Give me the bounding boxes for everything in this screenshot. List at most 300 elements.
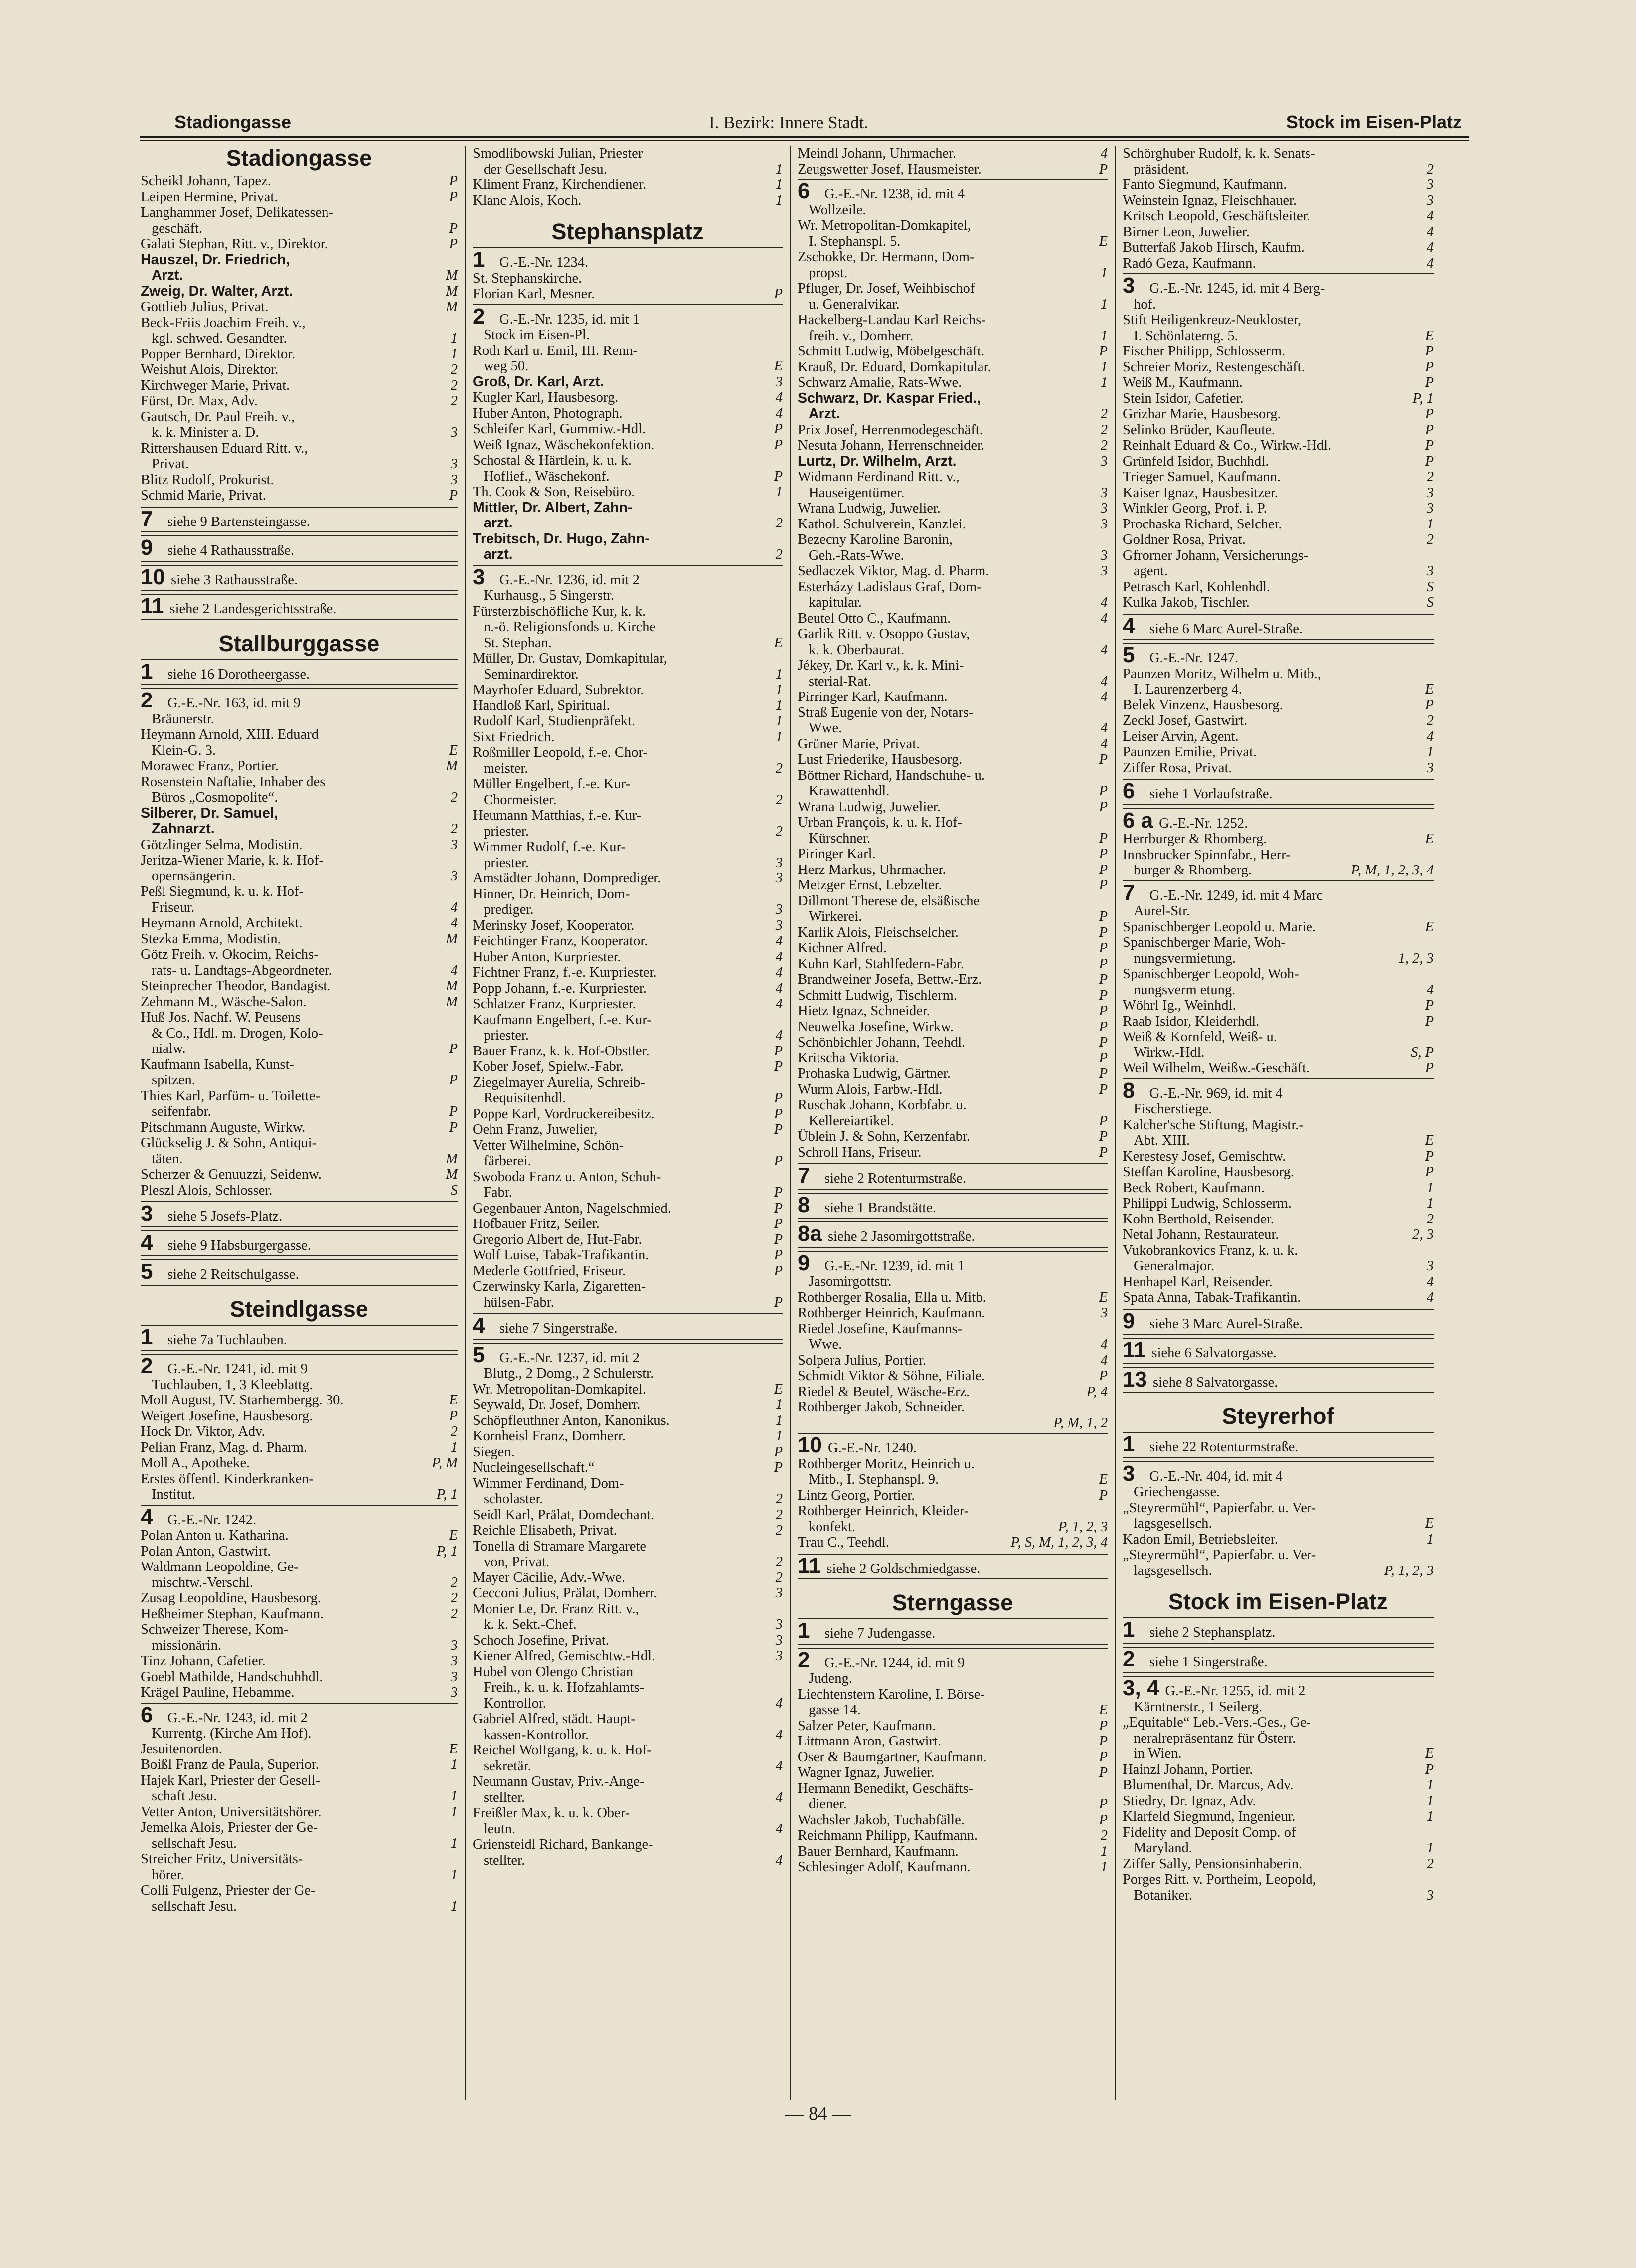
resident-text: Botaniker. xyxy=(1134,1887,1192,1903)
resident-line xyxy=(798,1828,1108,1844)
resident-line xyxy=(1123,146,1434,162)
resident-text: I. Stephanspl. 5. xyxy=(809,233,901,249)
floor-marker: 3 xyxy=(1100,485,1108,501)
resident-text: Belek Vinzenz, Hausbesorg. xyxy=(1123,697,1283,713)
resident-line xyxy=(798,501,1108,517)
resident-text: Polan Anton, Gastwirt. xyxy=(141,1543,271,1559)
floor-marker: P xyxy=(449,1104,458,1119)
resident-text: geschäft. xyxy=(152,220,203,236)
resident-line xyxy=(473,808,783,824)
floor-marker: 2 xyxy=(450,1574,458,1590)
resident-line xyxy=(798,548,1108,564)
street-heading: Steindlgasse xyxy=(230,1296,368,1322)
resident-line xyxy=(473,1507,783,1523)
floor-marker: 4 xyxy=(775,980,783,996)
resident-line xyxy=(1123,501,1434,517)
floor-marker: 1 xyxy=(775,682,783,698)
resident-text: Kathol. Schulverein, Kanzlei. xyxy=(798,516,966,532)
resident-line xyxy=(473,1680,783,1696)
resident-line xyxy=(473,635,783,651)
floor-marker: 1 xyxy=(450,1757,458,1772)
resident-line xyxy=(473,1774,783,1790)
resident-line xyxy=(473,193,783,209)
resident-line xyxy=(1123,1484,1434,1500)
resident-text: Neumann Gustav, Priv.-Ange- xyxy=(473,1774,645,1789)
column-4 xyxy=(1116,146,1441,2100)
resident-line xyxy=(141,711,458,727)
resident-line xyxy=(1123,863,1434,878)
floor-marker: 4 xyxy=(775,1695,783,1711)
resident-text: Bräunerstr. xyxy=(152,711,214,727)
floor-marker: P xyxy=(774,1185,783,1200)
resident-line xyxy=(1123,375,1434,391)
reference-text: siehe 9 Habsburgergasse. xyxy=(167,1237,311,1253)
house-number: 1 xyxy=(1123,1617,1135,1642)
resident-line xyxy=(1123,682,1434,698)
resident-text: Huber Anton, Photograph. xyxy=(473,405,623,421)
resident-text: Weishut Alois, Direktor. xyxy=(141,362,279,377)
resident-line xyxy=(473,469,783,485)
resident-line xyxy=(473,965,783,981)
cross-reference xyxy=(141,594,458,620)
resident-line xyxy=(141,252,458,268)
resident-line xyxy=(798,1503,1108,1519)
resident-line xyxy=(798,517,1108,532)
floor-marker: E xyxy=(449,1528,458,1543)
resident-line xyxy=(798,162,1108,177)
resident-line xyxy=(141,1471,458,1487)
floor-marker: 3 xyxy=(450,456,458,472)
street-heading: Stephansplatz xyxy=(551,219,704,244)
resident-line xyxy=(798,893,1108,909)
resident-text: Herz Markus, Uhrmacher. xyxy=(798,862,946,877)
resident-line xyxy=(473,604,783,620)
resident-line xyxy=(1123,579,1434,595)
resident-line xyxy=(473,1476,783,1492)
resident-line xyxy=(473,1397,783,1413)
floor-marker: M xyxy=(446,931,458,947)
floor-marker: 4 xyxy=(450,899,458,915)
floor-marker: 2 xyxy=(1100,1828,1108,1843)
resident-line xyxy=(1123,935,1434,951)
floor-marker: 4 xyxy=(775,1758,783,1774)
resident-line xyxy=(473,761,783,777)
floor-marker: P xyxy=(774,1090,783,1106)
resident-text: Fanto Siegmund, Kaufmann. xyxy=(1123,177,1287,192)
cross-reference xyxy=(798,1554,1108,1580)
floor-marker: P xyxy=(774,1231,783,1247)
resident-text: prediger. xyxy=(484,902,534,917)
resident-text: Tonella di Stramare Margarete xyxy=(473,1538,647,1554)
resident-text: Rosenstein Naftalie, Inhaber des xyxy=(141,774,326,790)
reference-text: siehe 7 Judengasse. xyxy=(824,1626,936,1641)
floor-marker: P xyxy=(1099,799,1108,815)
resident-line xyxy=(141,1010,458,1026)
resident-line xyxy=(1123,744,1434,760)
resident-text: Wwe. xyxy=(809,1337,842,1352)
resident-text: St. Stephanskirche. xyxy=(473,270,582,286)
floor-marker: P xyxy=(1099,1734,1108,1749)
resident-text: Freißler Max, k. u. k. Ober- xyxy=(473,1805,630,1821)
resident-line xyxy=(798,1415,1108,1431)
resident-line xyxy=(1123,1746,1434,1762)
resident-line xyxy=(473,1664,783,1680)
resident-line xyxy=(1123,344,1434,359)
floor-marker: 2 xyxy=(775,823,783,839)
resident-line xyxy=(798,862,1108,878)
floor-marker: 4 xyxy=(450,962,458,978)
resident-line xyxy=(473,1185,783,1201)
floor-marker: 4 xyxy=(1100,689,1108,704)
house-number: 7 xyxy=(798,1163,810,1188)
floor-marker: 1, 2, 3 xyxy=(1398,950,1434,966)
floor-marker: P xyxy=(449,220,458,236)
resident-text: Seidl Karl, Prälat, Domdechant. xyxy=(473,1507,654,1523)
house-heading xyxy=(798,1433,1108,1457)
floor-marker: 3 xyxy=(775,871,783,886)
resident-text: lagsgesellsch. xyxy=(1134,1516,1212,1531)
floor-marker: 2 xyxy=(450,377,458,393)
floor-marker: P, M, 1, 2 xyxy=(1053,1415,1108,1431)
resident-text: kassen-Kontrollor. xyxy=(484,1727,589,1743)
resident-text: Rothberger Heinrich, Kaufmann. xyxy=(798,1305,985,1321)
resident-text: Thies Karl, Parfüm- u. Toilette- xyxy=(141,1088,320,1104)
resident-text: Winkler Georg, Prof. i. P. xyxy=(1123,501,1267,516)
floor-marker: E xyxy=(774,635,783,651)
house-number: 13 xyxy=(1123,1367,1147,1392)
resident-text: Schmitt Ludwig, Tischlerm. xyxy=(798,987,957,1003)
resident-text: Moll August, IV. Starhembergg. 30. xyxy=(141,1393,344,1408)
house-entry xyxy=(141,1505,458,1528)
house-heading xyxy=(798,1192,1108,1217)
resident-text: stellter. xyxy=(484,1789,525,1805)
floor-marker: 4 xyxy=(775,996,783,1012)
resident-line xyxy=(141,488,458,504)
resident-line xyxy=(1123,469,1434,485)
house-heading xyxy=(798,1250,1108,1275)
resident-line xyxy=(1123,1856,1434,1872)
floor-marker: 2 xyxy=(775,1523,783,1538)
resident-line xyxy=(473,358,783,374)
cross-reference xyxy=(141,565,458,591)
floor-marker: 4 xyxy=(775,1727,783,1743)
resident-line xyxy=(798,563,1108,579)
resident-line xyxy=(473,1153,783,1169)
resident-text: Schlatzer Franz, Kurpriester. xyxy=(473,996,636,1012)
resident-line xyxy=(141,1773,458,1789)
header-rule-thin xyxy=(140,140,1469,141)
floor-marker: 4 xyxy=(1100,642,1108,658)
street-heading: Sterngasse xyxy=(892,1590,1013,1615)
floor-marker: E xyxy=(1425,328,1434,344)
floor-marker: 1 xyxy=(450,1439,458,1455)
reference-text: siehe 2 Stephansplatz. xyxy=(1149,1625,1276,1640)
cross-reference xyxy=(141,507,458,533)
resident-line xyxy=(1123,240,1434,256)
floor-marker: 3 xyxy=(450,837,458,853)
resident-text: nungsvermietung. xyxy=(1134,950,1236,966)
floor-marker: 4 xyxy=(1100,1352,1108,1368)
floor-marker: 1 xyxy=(1100,1843,1108,1859)
floor-marker: P xyxy=(774,421,783,437)
floor-marker: 3 xyxy=(1426,1258,1434,1274)
street-heading: Stadiongasse xyxy=(226,146,372,171)
resident-line xyxy=(473,374,783,390)
resident-line xyxy=(1123,847,1434,863)
cross-reference xyxy=(1123,614,1434,640)
resident-line xyxy=(798,1353,1108,1369)
resident-line xyxy=(473,839,783,855)
floor-marker: 3 xyxy=(450,1653,458,1669)
resident-text: Krauß, Dr. Eduard, Domkapitular. xyxy=(798,359,991,375)
house-heading xyxy=(1123,643,1434,667)
house-heading xyxy=(1123,1338,1434,1362)
floor-marker: 1 xyxy=(775,177,783,192)
resident-line xyxy=(798,146,1108,162)
resident-line xyxy=(798,783,1108,799)
resident-line xyxy=(1123,1547,1434,1563)
resident-text xyxy=(798,1415,809,1431)
resident-text: Mitb., I. Stephanspl. 9. xyxy=(809,1472,939,1487)
house-registry: G.-E.-Nr. 163, id. mit 9 xyxy=(167,696,301,711)
floor-marker: 3 xyxy=(1100,547,1108,563)
floor-marker: 1 xyxy=(775,161,783,177)
floor-marker: 1 xyxy=(1100,1859,1108,1875)
resident-text: Langhammer Josef, Delikatessen- xyxy=(141,205,333,220)
resident-text: priester. xyxy=(484,1028,529,1043)
resident-text: Wollzeile. xyxy=(809,202,866,218)
house-entry xyxy=(473,1343,783,1366)
resident-line xyxy=(1123,177,1434,193)
resident-line xyxy=(798,658,1108,674)
resident-line xyxy=(798,1535,1108,1551)
house-heading xyxy=(141,1504,458,1529)
house-registry: G.-E.-Nr. 1247. xyxy=(1149,650,1239,666)
resident-line xyxy=(798,736,1108,752)
resident-text: Reinhalt Eduard & Co., Wirkw.-Hdl. xyxy=(1123,438,1332,453)
reference-text: siehe 8 Salvatorgasse. xyxy=(1152,1374,1278,1390)
resident-text: täten. xyxy=(152,1151,183,1167)
resident-line xyxy=(141,1528,458,1544)
resident-line xyxy=(473,871,783,886)
house-entry xyxy=(1123,1461,1434,1485)
house-entry xyxy=(141,1703,458,1726)
resident-line xyxy=(141,1653,458,1669)
resident-text: Klarfeld Siegmund, Ingenieur. xyxy=(1123,1809,1296,1824)
floor-marker: 4 xyxy=(1100,146,1108,161)
resident-line xyxy=(798,1003,1108,1019)
cross-reference xyxy=(473,1313,783,1340)
floor-marker: 1 xyxy=(1426,1531,1434,1547)
resident-text: Grünfeld Isidor, Buchhdl. xyxy=(1123,453,1269,469)
resident-text: Leiser Arvin, Agent. xyxy=(1123,728,1239,744)
resident-text: Jasomirgottstr. xyxy=(809,1274,892,1289)
resident-text: „Steyrermühl“, Papierfabr. u. Ver- xyxy=(1123,1500,1316,1516)
resident-text: Selinko Brüder, Kaufleute. xyxy=(1123,422,1275,438)
resident-text: Zschokke, Dr. Hermann, Dom- xyxy=(798,249,975,265)
resident-line xyxy=(141,947,458,963)
resident-line xyxy=(473,531,783,547)
resident-text: Bezecny Karoline Baronin, xyxy=(798,532,953,547)
resident-text: Gabriel Alfred, städt. Haupt- xyxy=(473,1711,636,1727)
resident-text: Fischer Philipp, Schlosserm. xyxy=(1123,344,1286,359)
resident-line xyxy=(473,933,783,949)
resident-text: St. Stephan. xyxy=(484,635,552,651)
resident-line xyxy=(798,1687,1108,1703)
resident-line xyxy=(1123,1258,1434,1274)
resident-text: Schmidt Viktor & Söhne, Filiale. xyxy=(798,1368,985,1384)
house-number: 1 xyxy=(141,1324,153,1349)
floor-marker: 2 xyxy=(775,760,783,776)
resident-text: Bauer Bernhard, Kaufmann. xyxy=(798,1843,959,1859)
resident-text: Innsbrucker Spinnfabr., Herr- xyxy=(1123,847,1291,863)
resident-text: Kärntnerstr., 1 Seilerg. xyxy=(1134,1699,1263,1715)
resident-line xyxy=(1123,1777,1434,1793)
resident-text: hörer. xyxy=(152,1867,184,1883)
floor-marker: P xyxy=(1099,1066,1108,1081)
house-number: 9 xyxy=(798,1250,810,1275)
reference-text: siehe 4 Rathausstraße. xyxy=(167,543,295,558)
resident-line xyxy=(141,1590,458,1606)
resident-line xyxy=(473,286,783,302)
cross-reference xyxy=(798,1221,1108,1248)
resident-line xyxy=(1123,312,1434,328)
house-number: 3 xyxy=(1123,273,1135,298)
resident-line xyxy=(798,454,1108,470)
cross-reference xyxy=(1123,1647,1434,1673)
house-entry xyxy=(141,688,458,711)
resident-line xyxy=(798,1519,1108,1535)
resident-text: Müller, Dr. Gustav, Domkapitular, xyxy=(473,651,667,666)
floor-marker: P xyxy=(1099,909,1108,924)
resident-text: Streicher Fritz, Universitäts- xyxy=(141,1851,303,1867)
resident-text: Prohaska Ludwig, Gärtner. xyxy=(798,1066,951,1081)
floor-marker: 2 xyxy=(450,1590,458,1606)
resident-line xyxy=(798,988,1108,1004)
resident-text: in Wien. xyxy=(1134,1746,1182,1761)
resident-text: Spanischberger Leopold, Woh- xyxy=(1123,966,1299,982)
resident-line xyxy=(141,1041,458,1057)
floor-marker: 4 xyxy=(1426,1274,1434,1290)
floor-marker: P xyxy=(449,488,458,503)
resident-line xyxy=(141,441,458,457)
resident-line xyxy=(141,774,458,790)
house-number: 11 xyxy=(798,1553,821,1578)
floor-marker: 2 xyxy=(775,547,783,562)
floor-marker: 2 xyxy=(450,790,458,805)
resident-text: Hainzl Johann, Portier. xyxy=(1123,1761,1253,1777)
resident-text: Beck-Friis Joachim Freih. v., xyxy=(141,315,306,331)
resident-line xyxy=(798,1066,1108,1082)
resident-text: Trieger Samuel, Kaufmann. xyxy=(1123,469,1281,485)
resident-line xyxy=(473,1382,783,1397)
resident-text: Schmid Marie, Privat. xyxy=(141,488,266,503)
reference-text: siehe 2 Reitschulgasse. xyxy=(167,1267,299,1282)
floor-marker: 4 xyxy=(1100,595,1108,610)
cross-reference xyxy=(141,1230,458,1257)
resident-text: u. Generalvikar. xyxy=(809,296,900,312)
floor-marker: 1 xyxy=(1100,265,1108,281)
floor-marker: 4 xyxy=(1100,736,1108,752)
resident-text: Mayer Cäcilie, Adv.-Wwe. xyxy=(473,1570,625,1585)
resident-text: stellter. xyxy=(484,1852,525,1868)
resident-line xyxy=(141,1455,458,1471)
resident-text: Trebitsch, Dr. Hugo, Zahn- xyxy=(473,531,650,547)
floor-marker: E xyxy=(1099,233,1108,249)
resident-text: Florian Karl, Mesner. xyxy=(473,286,595,302)
resident-text: Götz Freih. v. Okocim, Reichs- xyxy=(141,947,319,962)
resident-text: Kaufmann Engelbert, f.-e. Kur- xyxy=(473,1012,652,1028)
resident-line xyxy=(798,1305,1108,1321)
resident-line xyxy=(798,1145,1108,1161)
floor-marker: P xyxy=(774,286,783,302)
cross-reference xyxy=(1123,1432,1434,1458)
floor-marker: 1 xyxy=(775,698,783,713)
resident-text: Meindl Johann, Uhrmacher. xyxy=(798,146,957,161)
floor-marker: 2 xyxy=(450,1424,458,1439)
floor-marker: 2 xyxy=(775,1507,783,1523)
resident-text: Heßheimer Stephan, Kaufmann. xyxy=(141,1606,324,1622)
resident-text: Merinsky Josef, Kooperator. xyxy=(473,917,635,933)
resident-text: Poppe Karl, Vordruckereibesitz. xyxy=(473,1106,654,1122)
resident-line xyxy=(1123,1212,1434,1227)
resident-text: Wrana Ludwig, Juwelier. xyxy=(798,799,941,815)
resident-text: Aurel-Str. xyxy=(1134,903,1190,919)
resident-line xyxy=(141,1559,458,1575)
floor-marker: P xyxy=(1099,161,1108,177)
column-2 xyxy=(466,146,791,2100)
resident-line xyxy=(141,409,458,425)
floor-marker: E xyxy=(1425,919,1434,935)
floor-marker: S, P xyxy=(1411,1045,1434,1060)
resident-line xyxy=(473,1853,783,1869)
floor-marker: E xyxy=(774,358,783,374)
floor-marker: 4 xyxy=(1100,673,1108,689)
resident-text: Roth Karl u. Emil, III. Renn- xyxy=(473,343,638,358)
resident-line xyxy=(798,1812,1108,1828)
house-entry xyxy=(798,1433,1108,1456)
resident-line xyxy=(473,1012,783,1028)
resident-line xyxy=(798,485,1108,501)
house-number: 9 xyxy=(141,535,153,560)
resident-line xyxy=(141,456,458,472)
floor-marker: P, 1 xyxy=(1412,390,1434,406)
floor-marker: 1 xyxy=(450,346,458,362)
resident-text: Mayrhofer Eduard, Subrektor. xyxy=(473,682,644,698)
floor-marker: 3 xyxy=(775,374,783,390)
floor-marker: E xyxy=(449,1741,458,1757)
resident-text: Friseur. xyxy=(152,899,195,915)
resident-text: Kontrollor. xyxy=(484,1695,546,1711)
resident-line xyxy=(141,1669,458,1685)
house-number: 3, 4 xyxy=(1123,1676,1159,1700)
resident-text: Schroll Hans, Friseur. xyxy=(798,1144,922,1160)
resident-line xyxy=(1123,1045,1434,1061)
floor-marker: 3 xyxy=(450,1685,458,1700)
house-heading xyxy=(141,1259,458,1284)
resident-line xyxy=(798,846,1108,862)
resident-line xyxy=(473,1696,783,1712)
running-head xyxy=(174,107,1462,133)
resident-line xyxy=(473,855,783,871)
floor-marker: P xyxy=(1425,1164,1434,1180)
house-number: 4 xyxy=(141,1504,153,1529)
resident-text: Pirringer Karl, Kaufmann. xyxy=(798,689,948,704)
house-number: 1 xyxy=(473,247,485,272)
resident-line xyxy=(798,1337,1108,1353)
house-number: 1 xyxy=(798,1618,810,1643)
resident-text: Vetter Anton, Universitätshörer. xyxy=(141,1804,322,1820)
